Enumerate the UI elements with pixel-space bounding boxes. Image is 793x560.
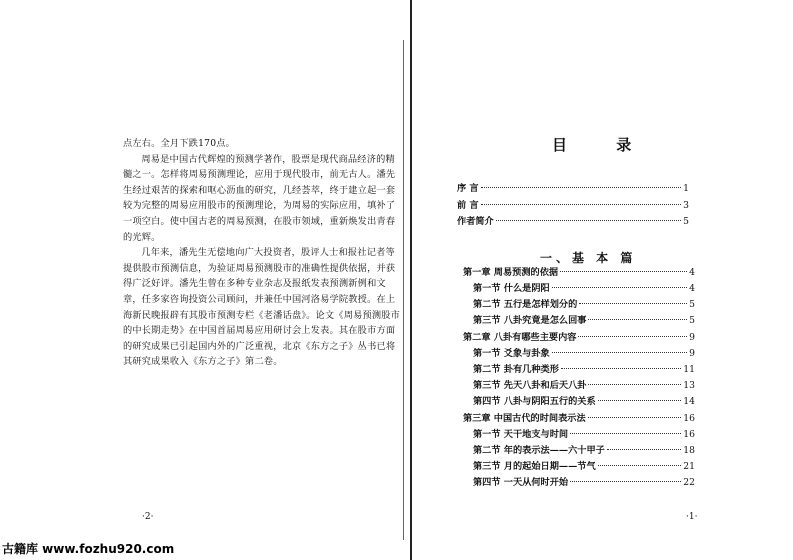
- toc-entry[interactable]: [473, 345, 695, 359]
- toc-entry[interactable]: [473, 280, 695, 294]
- toc-leader: [588, 417, 682, 418]
- toc-entry[interactable]: [457, 197, 689, 211]
- toc-leader: [570, 433, 681, 434]
- paragraph: 点左右。全月下跌170点。: [123, 138, 236, 149]
- toc-entry[interactable]: [473, 377, 695, 391]
- toc-entry[interactable]: [473, 296, 695, 310]
- toc-entry[interactable]: [463, 410, 695, 424]
- page-gutter-shadow: [403, 40, 404, 540]
- toc-entry-page: 5: [683, 216, 689, 227]
- toc-entry-page: 14: [683, 396, 695, 407]
- toc-leader: [552, 352, 687, 353]
- toc-entry[interactable]: [473, 474, 695, 488]
- toc-entry-label: 第三节 月的起始日期——节气: [473, 461, 596, 472]
- toc-entry[interactable]: [463, 329, 695, 343]
- book-spine: [410, 0, 412, 560]
- right-page-number: ·1·: [686, 512, 698, 522]
- toc-entry-page: 22: [683, 477, 695, 488]
- toc-title: 目 录: [552, 136, 654, 154]
- left-page-body: [123, 136, 401, 370]
- toc-leader: [561, 368, 681, 369]
- toc-entry-label: 作者简介: [457, 216, 494, 227]
- toc-entry-page: 11: [683, 364, 695, 375]
- toc-entry-label: 第四节 一天从何时开始: [473, 477, 569, 488]
- toc-entry-page: 1: [683, 183, 689, 194]
- toc-leader: [579, 303, 687, 304]
- toc-entry-label: 第一节 爻象与卦象: [473, 348, 550, 359]
- toc-entry-page: 21: [683, 461, 695, 472]
- paragraph: 几年来，潘先生无偿地向广大投资者，股评人士和报社记者等提供股市预测信息，为验证周易预测股市的准确性提供依据，并获得广泛好评。潘先生曾在多种专业杂志及报纸发表预测新例和文章，任多家咨询投资公司顾问，并兼任中国河洛易学院教授。在上海新民晚报辟有其股市预测专栏《老潘话盘》。论文《周易预测股市的中长期走势》在中国首届周易应用研讨会上发表。其在股市方面的研究成果已引起国内外的广泛重视，北京《东方之子》丛书已将其研究成果收入《东方之子》第二卷。: [123, 247, 401, 368]
- toc-entry-label: 第四节 八卦与阴阳五行的关系: [473, 396, 596, 407]
- toc-entry-page: 13: [683, 380, 695, 391]
- toc-part-title: 一、基 本 篇: [540, 251, 637, 265]
- toc-entry-page: 5: [689, 299, 695, 310]
- toc-leader: [481, 204, 682, 205]
- toc-entry-label: 第三节 先天八卦和后天八卦: [473, 380, 587, 391]
- toc-leader: [598, 400, 682, 401]
- toc-entry-label: 第二节 年的表示法——六十甲子: [473, 445, 605, 456]
- toc-entry-page: 16: [683, 413, 695, 424]
- paragraph: 周易是中国古代辉煌的预测学著作，股票是现代商品经济的精髓之一。怎样将周易预测理论，应用于现代股市，前无古人。潘先生经过艰苦的探索和呕心沥血的研究，几经荟萃，终于建立起一套较为完整的周易应用股市的预测理论，为周易的实际应用，填补了一项空白。使中国古老的周易预测，在股市领域，重新焕发出青春的光辉。: [123, 153, 396, 243]
- toc-entry-label: 前 言: [457, 200, 479, 211]
- toc-leader: [598, 465, 682, 466]
- toc-leader: [570, 481, 681, 482]
- toc-entry-label: 第二节 五行是怎样划分的: [473, 299, 578, 310]
- toc-entry[interactable]: [473, 442, 695, 456]
- toc-entry-page: 9: [689, 348, 695, 359]
- toc-entry[interactable]: [457, 180, 689, 194]
- left-page-number: ·2·: [142, 512, 154, 522]
- toc-leader: [552, 287, 687, 288]
- toc-entry-label: 第三节 八卦究竟是怎么回事: [473, 315, 587, 326]
- toc-entry-page: 16: [683, 429, 695, 440]
- toc-entry[interactable]: [473, 312, 695, 326]
- toc-entry-label: 第二章 八卦有哪些主要内容: [463, 332, 577, 343]
- toc-entry-page: 5: [689, 315, 695, 326]
- toc-leader: [588, 319, 687, 320]
- toc-leader: [578, 336, 687, 337]
- toc-leader: [496, 220, 681, 221]
- toc-entry-label: 第二节 卦有几种类形: [473, 364, 559, 375]
- toc-leader: [481, 187, 682, 188]
- toc-entry-page: 9: [689, 332, 695, 343]
- toc-entry-label: 序 言: [457, 183, 479, 194]
- toc-leader: [588, 384, 681, 385]
- site-watermark: 古籍库 www.fozhu920.com: [2, 542, 175, 556]
- toc-leader: [607, 449, 681, 450]
- toc-entry[interactable]: [463, 264, 695, 278]
- toc-entry-label: 第一节 什么是阴阳: [473, 283, 550, 294]
- toc-entry-label: 第一章 周易预测的依据: [463, 267, 559, 278]
- toc-entry[interactable]: [457, 213, 689, 227]
- toc-entry-page: 3: [683, 200, 689, 211]
- toc-leader: [560, 271, 687, 272]
- toc-entry-label: 第三章 中国古代的时间表示法: [463, 413, 586, 424]
- toc-entry[interactable]: [473, 393, 695, 407]
- toc-entry-label: 第一节 天干地支与时间: [473, 429, 569, 440]
- toc-entry[interactable]: [473, 361, 695, 375]
- toc-entry-page: 4: [689, 267, 695, 278]
- toc-entry-page: 4: [689, 283, 695, 294]
- toc-entry[interactable]: [473, 426, 695, 440]
- toc-entry-page: 18: [683, 445, 695, 456]
- toc-entry[interactable]: [473, 458, 695, 472]
